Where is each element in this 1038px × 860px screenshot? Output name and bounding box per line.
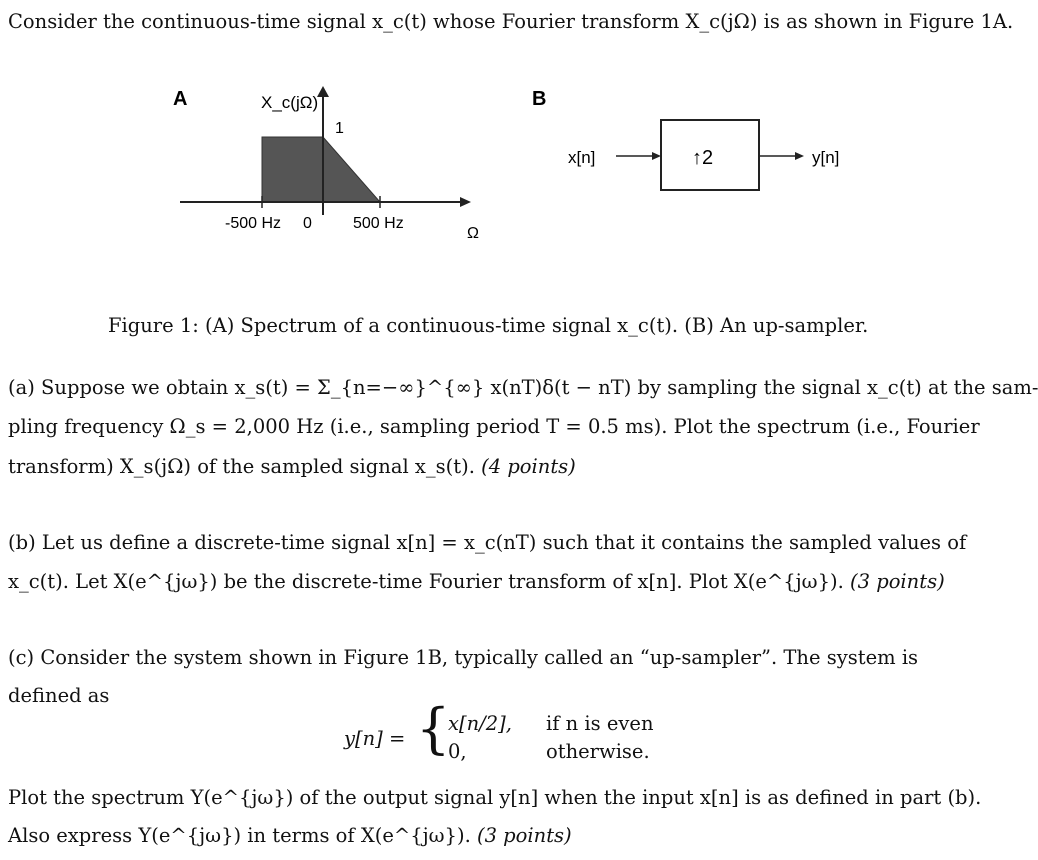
figure-a-panel-label: A — [173, 88, 188, 110]
tick-right-label: 500 Hz — [353, 215, 404, 232]
figure-a-spectrum — [165, 80, 495, 260]
upsampler-label: ↑2 — [692, 147, 714, 169]
equation-brace: { — [416, 697, 451, 760]
output-arrow-head — [795, 152, 804, 160]
equation-lhs: y[n] = — [344, 727, 406, 750]
part-a-line-2: pling frequency Ω_s = 2,000 Hz (i.e., sampling period T = 0.5 ms). Plot the spectrum (i.e., Fourier — [8, 415, 980, 438]
peak-label: 1 — [335, 120, 344, 137]
part-c-line-3: Plot the spectrum Y(e^{jω}) of the output signal y[n] when the input x[n] is as defined in part (b). — [8, 786, 982, 809]
case-1-condition: if n is even — [546, 712, 654, 735]
input-arrow-head — [652, 152, 661, 160]
part-b-line-2: x_c(t). Let X(e^{jω}) be the discrete-time Fourier transform of x[n]. Plot X(e^{jω}). (3 points) — [8, 570, 945, 593]
input-label: x[n] — [568, 148, 596, 167]
part-a-line-3: transform) X_s(jΩ) of the sampled signal x_s(t). (4 points) — [8, 455, 576, 478]
case-2-value: 0, — [448, 740, 467, 763]
tick-left-label: -500 Hz — [225, 215, 282, 232]
figure-b-upsampler — [532, 80, 880, 200]
case-1-value: x[n/2], — [448, 712, 512, 735]
figure-b-panel-label: B — [532, 88, 547, 110]
x-axis-arrow — [460, 197, 471, 207]
part-c-line-1: (c) Consider the system shown in Figure 1B, typically called an “up-sampler”. The system is — [8, 646, 919, 669]
part-c-line-2: defined as — [8, 684, 110, 707]
spectrum-shape — [262, 137, 380, 202]
figure-caption: Figure 1: (A) Spectrum of a continuous-time signal x_c(t). (B) An up-sampler. — [108, 314, 869, 337]
part-b-line-1: (b) Let us define a discrete-time signal x[n] = x_c(nT) such that it contains the sampled values of — [8, 531, 967, 554]
tick-zero-label: 0 — [303, 215, 312, 232]
y-axis-label: X_c(jΩ) — [261, 93, 319, 112]
part-c-points: (3 points) — [476, 824, 572, 847]
y-axis-arrow — [317, 86, 329, 97]
part-a-line-1: (a) Suppose we obtain x_s(t) = Σ_{n=−∞}^{∞} x(nT)δ(t − nT) by sampling the signal x_c(t) at the sam- — [8, 376, 1038, 399]
part-a-points: (4 points) — [481, 455, 576, 478]
x-axis-label: Ω — [467, 225, 479, 242]
output-label: y[n] — [812, 148, 840, 167]
case-2-condition: otherwise. — [546, 740, 650, 763]
part-b-points: (3 points) — [850, 570, 945, 593]
intro-text: Consider the continuous-time signal x_c(t) whose Fourier transform X_c(jΩ) is as shown in Figure 1A. — [8, 10, 1014, 33]
part-c-line-4: Also express Y(e^{jω}) in terms of X(e^{jω}). (3 points) — [8, 824, 572, 847]
